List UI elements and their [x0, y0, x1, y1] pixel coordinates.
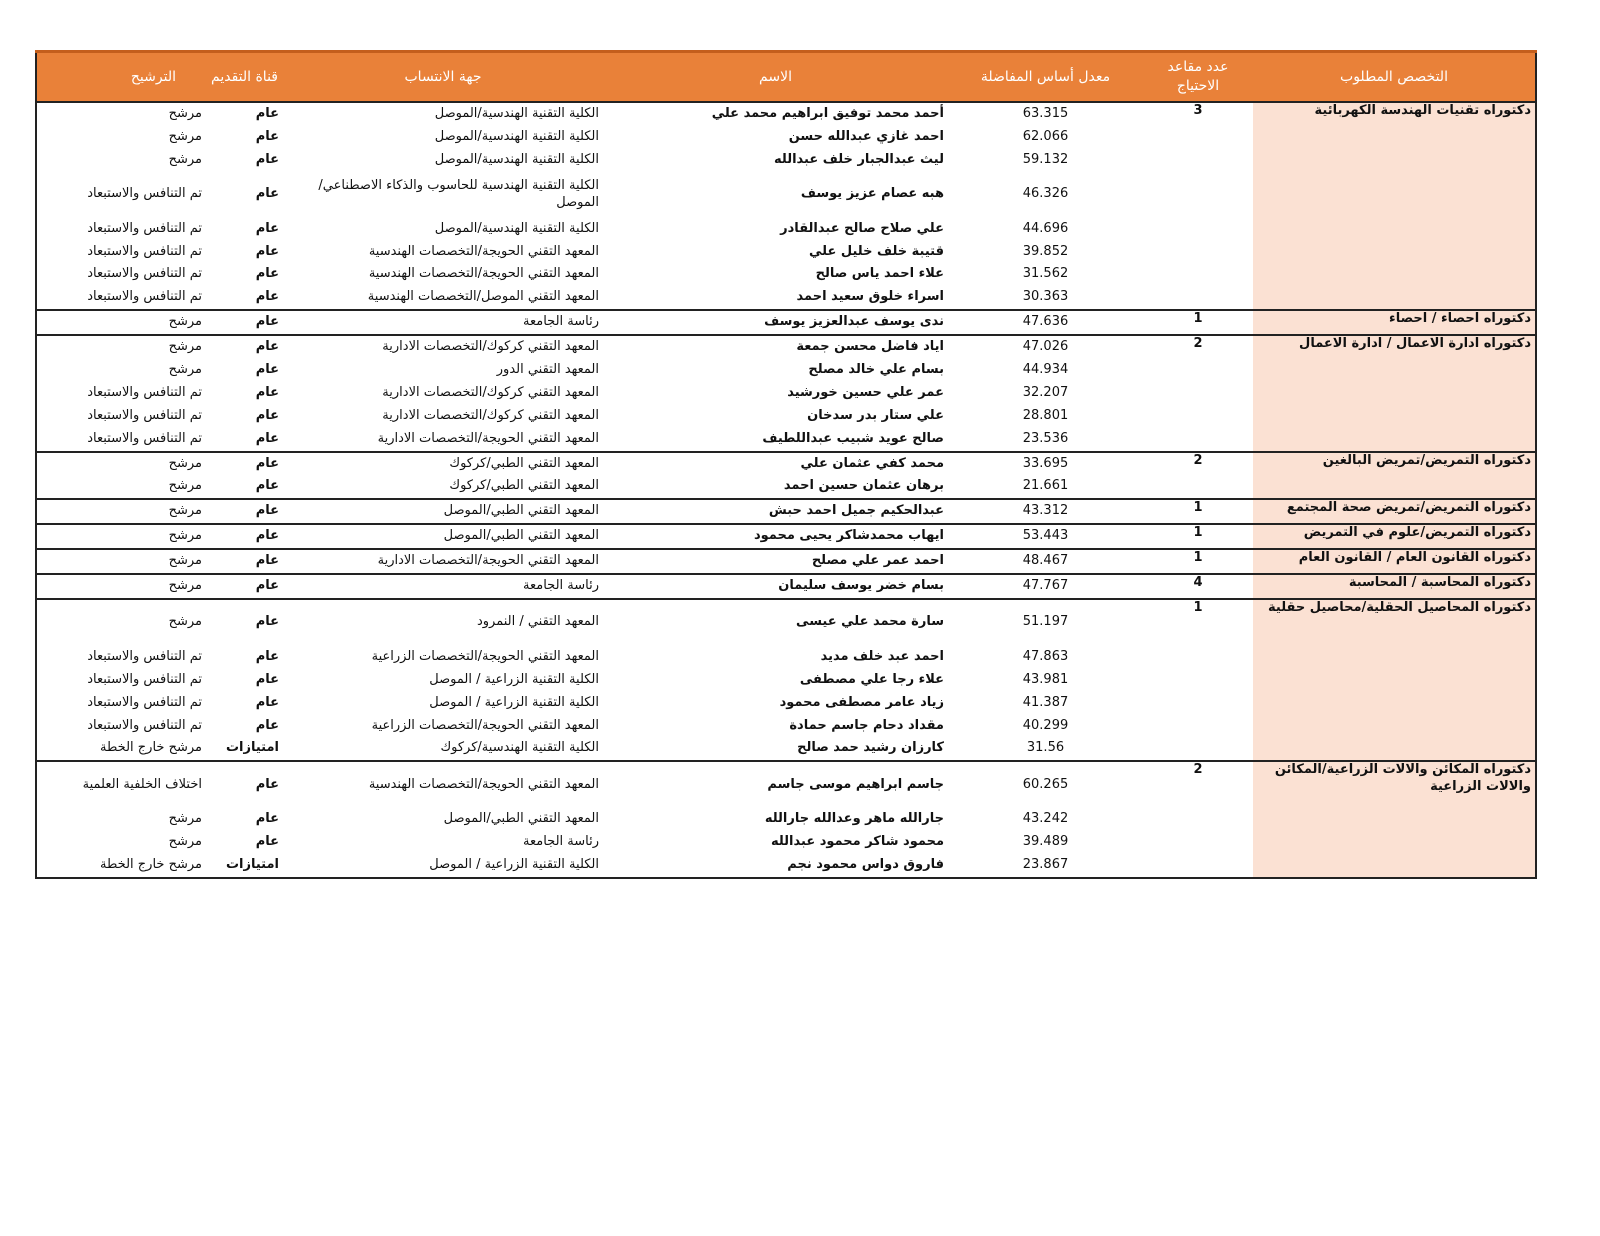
table-row: [36, 761, 1536, 808]
name-cell: احمد عمر علي مصلح: [603, 549, 948, 574]
name-cell: علاء احمد ياس صالح: [815, 266, 944, 282]
nomination-cell: مرشح: [36, 452, 206, 476]
score-cell: 32.207: [1022, 384, 1069, 400]
name-cell: كارزان رشيد حمد صالح: [797, 740, 944, 756]
affiliation-cell: المعهد التقني الحويجة/التخصصات الهندسية: [368, 266, 599, 282]
specialty-cell: دكتوراه المحاصيل الحقلية/محاصيل حقلية: [1253, 599, 1536, 761]
affiliation-cell: الكلية التقنية الهندسية/الموصل: [434, 128, 599, 144]
affiliation-cell: الكلية التقنية الزراعية / الموصل: [429, 671, 599, 687]
channel-cell: عام: [206, 452, 283, 476]
specialty-cell: دكتوراه المكائن والالات الزراعية/المكائن والالات الزراعية: [1253, 761, 1536, 878]
seats-cell: 2: [1143, 452, 1253, 500]
score-cell: 53.443: [948, 524, 1143, 549]
specialty-cell: دكتوراه التمريض/تمريض البالغين: [1253, 452, 1536, 500]
affiliation-cell: المعهد التقني كركوك/التخصصات الادارية: [283, 335, 603, 359]
channel-cell: عام: [255, 717, 279, 733]
channel-cell: عام: [206, 335, 283, 359]
affiliation-cell: المعهد التقني الطبي/الموصل: [283, 499, 603, 524]
nomination-cell: مرشح: [36, 335, 206, 359]
name-cell: محمد كفي عثمان علي: [603, 452, 948, 476]
score-cell: 47.863: [1022, 648, 1069, 664]
nomination-cell: اختلاف الخلفية العلمية: [36, 761, 206, 808]
affiliation-cell: المعهد التقني الحويجة/التخصصات الزراعية: [371, 717, 599, 733]
channel-cell: عام: [206, 599, 283, 646]
channel-cell: عام: [255, 407, 279, 423]
affiliation-cell: المعهد التقني الدور: [496, 362, 599, 378]
name-cell: ندى يوسف عبدالعزيز يوسف: [603, 310, 948, 335]
channel-cell: عام: [255, 186, 279, 202]
table-row: [36, 102, 1536, 126]
seats-cell: 1: [1143, 524, 1253, 549]
table-body: [36, 102, 1536, 878]
channel-cell: عام: [255, 671, 279, 687]
affiliation-cell: المعهد التقني الطبي/كركوك: [283, 452, 603, 476]
name-cell: محمود شاكر محمود عبدالله: [770, 834, 944, 850]
nomination-cell: تم التنافس والاستبعاد: [36, 669, 206, 692]
affiliation-cell: المعهد التقني الحويجة/التخصصات الهندسية: [283, 761, 603, 808]
score-cell: 44.696: [1022, 220, 1069, 236]
score-cell: 39.852: [1022, 243, 1069, 259]
channel-cell: عام: [255, 694, 279, 710]
channel-cell: عام: [255, 478, 279, 494]
name-cell: ليث عبدالجبار خلف عبدالله: [774, 151, 944, 167]
table-row: [36, 310, 1536, 335]
score-cell: 31.56: [1026, 740, 1065, 756]
nomination-cell: تم التنافس والاستبعاد: [36, 646, 206, 669]
nomination-cell: تم التنافس والاستبعاد: [36, 286, 206, 310]
affiliation-cell: الكلية التقنية الهندسية للحاسوب والذكاء الاصطناعي/الموصل: [318, 177, 599, 210]
specialty-cell: دكتوراه ادارة الاعمال / ادارة الاعمال: [1253, 335, 1536, 451]
nomination-cell: مرشح خارج الخطة: [36, 854, 206, 878]
name-cell: ايهاب محمدشاكر يحيى محمود: [603, 524, 948, 549]
name-cell: هبه عصام عزيز يوسف: [800, 186, 944, 202]
channel-cell: عام: [206, 549, 283, 574]
nomination-cell: مرشح: [36, 599, 206, 646]
name-cell: جارالله ماهر وعدالله جارالله: [764, 811, 944, 827]
channel-cell: عام: [206, 310, 283, 335]
channel-cell: عام: [206, 524, 283, 549]
channel-cell: عام: [255, 243, 279, 259]
table-row: [36, 452, 1536, 476]
name-cell: علي ستار بدر سدخان: [807, 407, 944, 423]
name-cell: بسام خضر يوسف سليمان: [603, 574, 948, 599]
channel-cell: عام: [206, 761, 283, 808]
name-cell: احمد غازي عبدالله حسن: [788, 128, 944, 144]
channel-cell: عام: [255, 289, 279, 305]
seats-cell: 2: [1143, 335, 1253, 451]
affiliation-cell: المعهد التقني الحويجة/التخصصات الادارية: [283, 549, 603, 574]
score-cell: 43.981: [1022, 671, 1069, 687]
nomination-cell: تم التنافس والاستبعاد: [36, 172, 206, 218]
name-cell: احمد عبد خلف مديد: [820, 648, 944, 664]
score-cell: 23.536: [1022, 430, 1069, 446]
affiliation-cell: المعهد التقني الطبي/كركوك: [449, 478, 599, 494]
nomination-cell: مرشح: [36, 499, 206, 524]
channel-cell: عام: [255, 151, 279, 167]
affiliation-cell: رئاسة الجامعة: [283, 574, 603, 599]
score-cell: 47.026: [948, 335, 1143, 359]
affiliation-cell: الكلية التقنية الهندسية/كركوك: [440, 740, 599, 756]
channel-cell: عام: [255, 266, 279, 282]
name-cell: جاسم ابراهيم موسى جاسم: [603, 761, 948, 808]
affiliation-cell: المعهد التقني الحويجة/التخصصات الهندسية: [368, 243, 599, 259]
name-cell: علاء رجا علي مصطفى: [799, 671, 944, 687]
nomination-cell: مرشح: [36, 524, 206, 549]
score-cell: 31.562: [1022, 266, 1069, 282]
nomination-cell: مرشح: [36, 359, 206, 382]
nomination-cell: مرشح: [36, 310, 206, 335]
score-cell: 23.867: [1022, 857, 1069, 873]
header-seats: عدد مقاعد الاحتياج: [1143, 52, 1253, 103]
channel-cell: عام: [206, 574, 283, 599]
name-cell: اياد فاضل محسن جمعة: [603, 335, 948, 359]
nomination-cell: تم التنافس والاستبعاد: [36, 241, 206, 264]
score-cell: 47.636: [948, 310, 1143, 335]
score-cell: 47.767: [948, 574, 1143, 599]
specialty-cell: دكتوراه احصاء / احصاء: [1253, 310, 1536, 335]
nomination-cell: مرشح: [36, 574, 206, 599]
score-cell: 30.363: [1022, 289, 1069, 305]
nomination-cell: مرشح: [36, 549, 206, 574]
name-cell: عمر علي حسين خورشيد: [787, 384, 944, 400]
score-cell: 60.265: [948, 761, 1143, 808]
nomination-cell: تم التنافس والاستبعاد: [36, 218, 206, 241]
channel-cell: عام: [206, 499, 283, 524]
score-cell: 43.312: [948, 499, 1143, 524]
header-specialty: التخصص المطلوب: [1253, 52, 1536, 103]
table-row: [36, 524, 1536, 549]
channel-cell: عام: [255, 384, 279, 400]
seats-cell: 1: [1143, 599, 1253, 761]
channel-cell: عام: [255, 128, 279, 144]
nomination-cell: تم التنافس والاستبعاد: [36, 405, 206, 428]
name-cell: اسراء خلوق سعيد احمد: [796, 289, 944, 305]
specialty-cell: دكتوراه القانون العام / القانون العام: [1253, 549, 1536, 574]
nomination-cell: مرشح خارج الخطة: [36, 737, 206, 761]
name-cell: بسام علي خالد مصلح: [808, 362, 944, 378]
score-cell: 46.326: [1022, 186, 1069, 202]
affiliation-cell: المعهد التقني كركوك/التخصصات الادارية: [382, 407, 599, 423]
score-cell: 48.467: [948, 549, 1143, 574]
seats-cell: 4: [1143, 574, 1253, 599]
nomination-cell: تم التنافس والاستبعاد: [36, 715, 206, 738]
nomination-cell: مرشح: [36, 126, 206, 149]
affiliation-cell: المعهد التقني الطبي/الموصل: [283, 524, 603, 549]
header-nomination: الترشيح: [36, 52, 206, 103]
header-row: [36, 52, 1536, 103]
affiliation-cell: الكلية التقنية الهندسية/الموصل: [283, 102, 603, 126]
name-cell: سارة محمد علي عيسى: [603, 599, 948, 646]
seats-cell: 3: [1143, 102, 1253, 310]
score-cell: 41.387: [1022, 694, 1069, 710]
header-name: الاسم: [603, 52, 948, 103]
score-cell: 62.066: [1022, 128, 1069, 144]
name-cell: صالح عويد شبيب عبداللطيف: [762, 430, 944, 446]
name-cell: قتيبة خلف خليل علي: [809, 243, 944, 259]
nomination-cell: تم التنافس والاستبعاد: [36, 382, 206, 405]
nomination-cell: مرشح: [36, 149, 206, 172]
score-cell: 63.315: [948, 102, 1143, 126]
channel-cell: عام: [255, 834, 279, 850]
nomination-cell: تم التنافس والاستبعاد: [36, 263, 206, 286]
channel-cell: امتيازات: [225, 857, 279, 873]
nomination-cell: مرشح: [36, 102, 206, 126]
channel-cell: عام: [255, 811, 279, 827]
nomination-table: [35, 50, 1537, 879]
affiliation-cell: الكلية التقنية الهندسية/الموصل: [434, 220, 599, 236]
nomination-cell: تم التنافس والاستبعاد: [36, 428, 206, 452]
name-cell: علي صلاح صالح عبدالقادر: [780, 220, 944, 236]
score-cell: 28.801: [1022, 407, 1069, 423]
specialty-cell: دكتوراه التمريض/علوم في التمريض: [1253, 524, 1536, 549]
score-cell: 43.242: [1022, 811, 1069, 827]
score-cell: 40.299: [1022, 717, 1069, 733]
table-row: [36, 574, 1536, 599]
table-row: [36, 599, 1536, 646]
header-affiliation: جهة الانتساب: [283, 52, 603, 103]
nomination-cell: تم التنافس والاستبعاد: [36, 692, 206, 715]
channel-cell: عام: [255, 362, 279, 378]
header-score: معدل أساس المفاضلة: [948, 52, 1143, 103]
seats-cell: 1: [1143, 499, 1253, 524]
channel-cell: امتيازات: [225, 740, 279, 756]
nomination-cell: مرشح: [36, 808, 206, 831]
affiliation-cell: المعهد التقني الطبي/الموصل: [443, 811, 599, 827]
score-cell: 59.132: [1022, 151, 1069, 167]
affiliation-cell: الكلية التقنية الزراعية / الموصل: [429, 857, 599, 873]
seats-cell: 1: [1143, 549, 1253, 574]
name-cell: مقداد دحام جاسم حمادة: [789, 717, 944, 733]
name-cell: برهان عثمان حسين احمد: [783, 478, 944, 494]
affiliation-cell: المعهد التقني كركوك/التخصصات الادارية: [382, 384, 599, 400]
score-cell: 21.661: [1022, 478, 1069, 494]
specialty-cell: دكتوراه تقنيات الهندسة الكهربائية: [1253, 102, 1536, 310]
channel-cell: عام: [255, 220, 279, 236]
score-cell: 39.489: [1022, 834, 1069, 850]
name-cell: فاروق دواس محمود نجم: [787, 857, 944, 873]
affiliation-cell: رئاسة الجامعة: [283, 310, 603, 335]
affiliation-cell: الكلية التقنية الهندسية/الموصل: [434, 151, 599, 167]
score-cell: 33.695: [948, 452, 1143, 476]
seats-cell: 1: [1143, 310, 1253, 335]
affiliation-cell: المعهد التقني / النمرود: [283, 599, 603, 646]
affiliation-cell: المعهد التقني الحويجة/التخصصات الزراعية: [371, 648, 599, 664]
header-channel: قناة التقديم: [206, 52, 283, 103]
score-cell: 51.197: [948, 599, 1143, 646]
affiliation-cell: رئاسة الجامعة: [523, 834, 599, 850]
name-cell: أحمد محمد توفيق ابراهيم محمد علي: [603, 102, 948, 126]
affiliation-cell: الكلية التقنية الزراعية / الموصل: [429, 694, 599, 710]
table-row: [36, 335, 1536, 359]
table-row: [36, 499, 1536, 524]
nomination-cell: مرشح: [36, 475, 206, 499]
affiliation-cell: المعهد التقني الموصل/التخصصات الهندسية: [367, 289, 599, 305]
seats-cell: 2: [1143, 761, 1253, 878]
nomination-cell: مرشح: [36, 831, 206, 854]
specialty-cell: دكتوراه المحاسبة / المحاسبة: [1253, 574, 1536, 599]
score-cell: 44.934: [1022, 362, 1069, 378]
name-cell: زياد عامر مصطفى محمود: [779, 694, 944, 710]
table-row: [36, 549, 1536, 574]
name-cell: عبدالحكيم جميل احمد حبش: [603, 499, 948, 524]
channel-cell: عام: [206, 102, 283, 126]
channel-cell: عام: [255, 648, 279, 664]
channel-cell: عام: [255, 430, 279, 446]
specialty-cell: دكتوراه التمريض/تمريض صحة المجتمع: [1253, 499, 1536, 524]
affiliation-cell: المعهد التقني الحويجة/التخصصات الادارية: [377, 430, 599, 446]
